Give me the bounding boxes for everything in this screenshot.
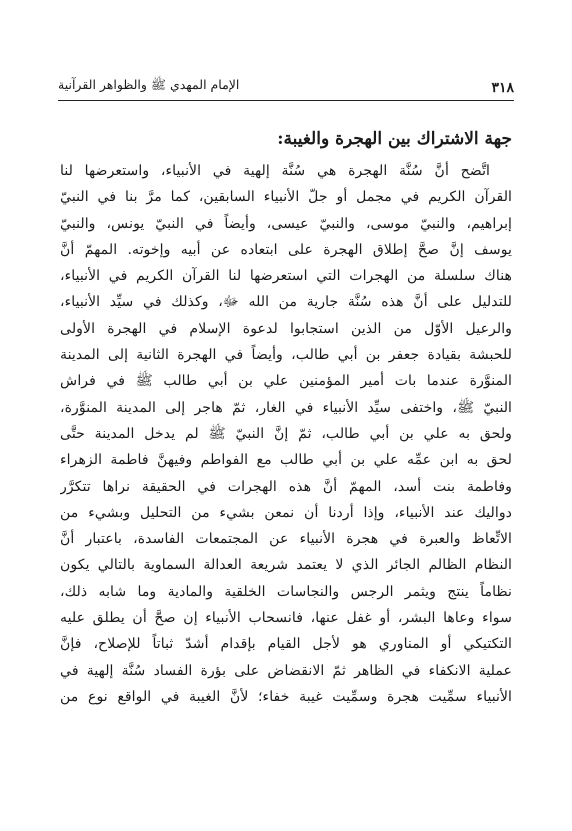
paragraph <box>60 158 512 710</box>
text-line: الأنبياء سمِّيت هجرة وسمِّيت غيبة خفاء؛ لأنَّ الغيبة في الواقع نوع من <box>60 688 512 705</box>
text-line: الاتِّعاظ والعبرة في هجرة الأنبياء عن المجتمعات الفاسدة، باعتبار أنَّ <box>60 531 512 548</box>
text-line: للحبشة بقيادة جعفر بن أبي طالب، وأيضاً في الهجرة الثانية إلى المدينة <box>60 347 512 364</box>
text-line: القرآن الكريم في مجمل أو جلّ الأنبياء السابقين، كما مرَّ بنا في النبيّ <box>60 189 512 206</box>
text-line: للتدليل على أنَّ هذه سُنَّة جارية من الله ﷻ، وكذلك في سيِّد الأنبياء، <box>60 294 512 311</box>
text-line: ولحق به علي بن أبي طالب، ثمّ إنَّ النبيّ ﷺ لم يدخل المدينة حتَّى <box>60 425 512 442</box>
text-line: والرعيل الأوّل من الذين استجابوا لدعوة الإسلام في الهجرة الأولى <box>60 320 512 337</box>
text-line: هناك سلسلة من الهجرات التي استعرضها لنا القرآن الكريم في الأنبياء، <box>60 268 512 285</box>
text-line: عملية الانكفاء في الظاهر ثمّ الانقضاض على بؤرة الفساد سُنَّة إلهية في <box>60 662 512 679</box>
page-body <box>60 126 512 710</box>
text-line: يوسف إنَّ صحَّ إطلاق الهجرة على ابتعاده عن أبيه وإخوته. المهمّ أنَّ <box>60 241 512 258</box>
text-line: نظاماً ينتج ويثمر الرجس والنجاسات الخلقية والمادية وما شابه ذلك، <box>60 583 512 600</box>
running-header <box>58 70 514 101</box>
text-line: النبيّ ﷺ، واختفى سيِّد الأنبياء في الغار، ثمّ هاجر إلى المدينة المنوَّرة، <box>60 399 512 416</box>
text-line: النظام الظالم الجائر الذي لا يعتمد شريعة العدالة السماوية بالتالي يكون <box>60 557 512 574</box>
text-line: لحق به ابن عمِّه علي بن أبي طالب مع الفواطم وفيهنَّ فاطمة الزهراء <box>60 452 512 469</box>
text-line: دواليك عند الأنبياء، وإذا أردنا أن نمعن بشيء من التحليل وبشيء من <box>60 504 512 521</box>
text-line: إبراهيم، والنبيّ موسى، والنبيّ عيسى، وأيضاً في النبيّ يونس، والنبيّ <box>60 215 512 232</box>
section-heading: جهة الاشتراك بين الهجرة والغيبة: <box>277 129 512 149</box>
text-line: اتَّضح أنَّ سُنَّة الهجرة هي سُنَّة إلهية في الأنبياء، واستعرضها لنا <box>60 163 490 179</box>
page-number: ٣١٨ <box>491 80 514 96</box>
book-title: الإمام المهدي ﷺ والظواهر القرآنية <box>58 77 240 92</box>
text-line: المنوَّرة عندما بات أمير المؤمنين علي بن أبي طالب ﷺ في فراش <box>60 373 512 390</box>
text-line: سواء وعاها البشر، أو غفل عنها، فانسحاب الأنبياء إن صحَّ أن يطلق عليه <box>60 610 512 627</box>
text-line: التكتيكي أو المناوري هو لأجل القيام بإقدام أشدّ ثباتاً للإصلاح، فإنَّ <box>60 636 512 653</box>
text-line: وفاطمة بنت أسد، المهمّ أنَّ هذه الهجرات في الحقيقة نراها تتكرَّر <box>60 478 512 495</box>
